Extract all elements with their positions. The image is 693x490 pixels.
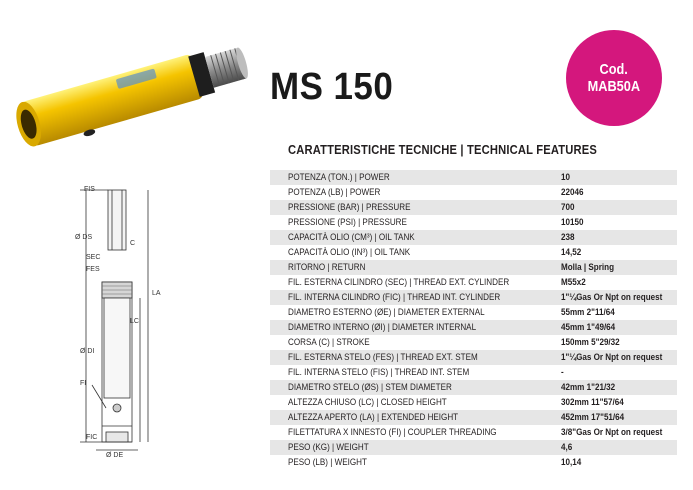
- label-de: Ø DE: [106, 452, 124, 459]
- spec-value: 22046: [561, 187, 584, 197]
- spec-label: FIL. ESTERNA STELO (FES) | THREAD EXT. STEM: [288, 352, 478, 362]
- table-row: [270, 170, 677, 185]
- spec-value: -: [561, 367, 565, 377]
- table-row: [270, 275, 677, 290]
- section-title: CARATTERISTICHE TECNICHE | TECHNICAL FEATURES: [288, 142, 598, 157]
- table-row: [270, 230, 677, 245]
- table-row: [270, 365, 677, 380]
- table-row: [270, 200, 677, 215]
- spec-value: 10150: [561, 217, 584, 227]
- spec-value: 55mm 2"11/64: [561, 307, 616, 317]
- cylinder-section-diagram: [66, 180, 186, 480]
- table-row: [270, 320, 677, 335]
- spec-label: POTENZA (TON.) | POWER: [288, 172, 390, 182]
- spec-value: 302mm 11"57/64: [561, 397, 625, 407]
- table-row: [270, 305, 677, 320]
- technical-drawing: [66, 180, 186, 480]
- spec-label: CORSA (C) | STROKE: [288, 337, 370, 347]
- table-row: [270, 185, 677, 200]
- table-row: [270, 335, 677, 350]
- spec-label: POTENZA (LB) | POWER: [288, 187, 381, 197]
- spec-label: ALTEZZA APERTO (LA) | EXTENDED HEIGHT: [288, 412, 459, 422]
- code-value: MAB50A: [587, 78, 641, 95]
- spec-value: 150mm 5"29/32: [561, 337, 621, 347]
- table-row: [270, 440, 677, 455]
- spec-label: DIAMETRO STELO (ØS) | STEM DIAMETER: [288, 382, 452, 392]
- table-row: [270, 260, 677, 275]
- spec-table: [270, 170, 677, 470]
- code-label: Cod.: [599, 61, 629, 78]
- spec-value: 238: [561, 232, 575, 242]
- spec-value: 14,52: [561, 247, 582, 257]
- spec-label: PRESSIONE (PSI) | PRESSURE: [288, 217, 407, 227]
- spec-value: 42mm 1"21/32: [561, 382, 616, 392]
- spec-value: M55x2: [561, 277, 587, 287]
- spec-value: Molla | Spring: [561, 262, 615, 272]
- spec-value: 1"¼Gas Or Npt on request: [561, 352, 663, 362]
- spec-value: 700: [561, 202, 575, 212]
- label-lc: LC: [130, 318, 139, 325]
- spec-label: PRESSIONE (BAR) | PRESSURE: [288, 202, 411, 212]
- table-row: [270, 245, 677, 260]
- spec-label: PESO (KG) | WEIGHT: [288, 442, 369, 452]
- table-row: [270, 380, 677, 395]
- spec-value: 4,6: [561, 442, 573, 452]
- table-row: [270, 455, 677, 470]
- spec-label: FILETTATURA X INNESTO (FI) | COUPLER THREADING: [288, 427, 497, 437]
- product-code-badge: [566, 30, 662, 126]
- spec-label: DIAMETRO ESTERNO (ØE) | DIAMETER EXTERNAL: [288, 307, 485, 317]
- label-sec: SEC: [86, 254, 101, 261]
- spec-label: FIL. INTERNA STELO (FIS) | THREAD INT. STEM: [288, 367, 470, 377]
- table-row: [270, 425, 677, 440]
- label-fic: FIC: [86, 434, 98, 441]
- table-row: [270, 410, 677, 425]
- spec-label: RITORNO | RETURN: [288, 262, 366, 272]
- label-di: Ø DI: [80, 348, 95, 355]
- model-title: MS 150: [270, 66, 394, 108]
- table-row: [270, 350, 677, 365]
- spec-value: 1"¼Gas Or Npt on request: [561, 292, 663, 302]
- label-fis: FIS: [84, 186, 95, 193]
- label-ds: Ø DS: [75, 234, 93, 241]
- table-row: [270, 290, 677, 305]
- table-row: [270, 395, 677, 410]
- spec-label: CAPACITÀ OLIO (CM³) | OIL TANK: [288, 232, 415, 242]
- spec-value: 452mm 17"51/64: [561, 412, 625, 422]
- product-photo: [0, 28, 262, 158]
- spec-label: DIAMETRO INTERNO (ØI) | DIAMETER INTERNAL: [288, 322, 477, 332]
- spec-label: PESO (LB) | WEIGHT: [288, 457, 367, 467]
- spec-label: FIL. ESTERNA CILINDRO (SEC) | THREAD EXT. CYLINDER: [288, 277, 510, 287]
- table-row: [270, 215, 677, 230]
- spec-value: 10: [561, 172, 571, 182]
- spec-value: 3/8"Gas Or Npt on request: [561, 427, 663, 437]
- label-la: LA: [152, 290, 161, 297]
- spec-value: 45mm 1"49/64: [561, 322, 616, 332]
- spec-label: FIL. INTERNA CILINDRO (FIC) | THREAD INT. CYLINDER: [288, 292, 501, 302]
- label-c: C: [130, 240, 136, 247]
- spec-label: ALTEZZA CHIUSO (LC) | CLOSED HEIGHT: [288, 397, 447, 407]
- spec-label: CAPACITÀ OLIO (IN³) | OIL TANK: [288, 247, 411, 257]
- label-fes: FES: [86, 266, 100, 273]
- spec-value: 10,14: [561, 457, 582, 467]
- label-fi: FI: [80, 380, 87, 387]
